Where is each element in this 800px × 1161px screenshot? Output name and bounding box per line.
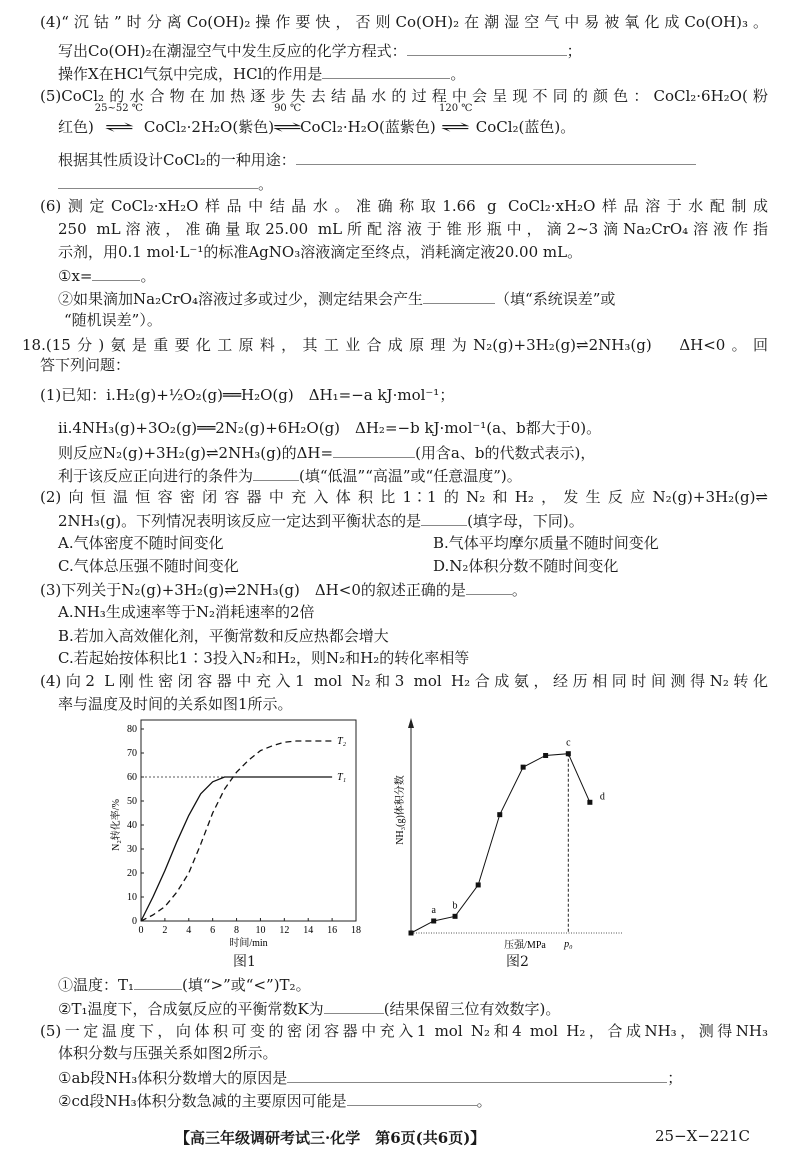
q17-part5-line4 [58, 172, 273, 194]
q17-part4-line2 [58, 39, 582, 61]
q18-part4-line2: 率与温度及时间的关系如图1所示。 [58, 695, 293, 713]
answer-blank[interactable] [407, 39, 567, 56]
option-d: D.N₂体积分数不随时间变化 [433, 557, 619, 575]
q17-part6-q1 [58, 264, 156, 286]
q18-part1-line4 [58, 464, 522, 486]
text: 。 [476, 1092, 492, 1110]
point-label: d [599, 791, 605, 803]
text: (结果保留三位有效数字)。 [383, 1000, 561, 1018]
text: (用含a、b的代数式表示)， [415, 444, 596, 462]
text: 操作X在HCl气氛中完成，HCl的作用是 [58, 65, 323, 83]
text: ②cd段NH₃体积分数急减的主要原因可能是 [58, 1092, 347, 1110]
option-a: A.NH₃生成速率等于N₂消耗速率的2倍 [58, 603, 315, 621]
answer-blank[interactable] [134, 973, 182, 990]
q17-part4-line3 [58, 62, 465, 84]
text: (3)下列关于N₂(g)+3H₂(g)⇌2NH₃(g) ΔH<0的叙述正确的是 [40, 581, 466, 599]
answer-blank[interactable] [92, 264, 140, 281]
answer-blank[interactable] [324, 997, 384, 1014]
text: 。 [140, 267, 156, 285]
q18-part5-q1 [58, 1066, 682, 1088]
data-point [521, 765, 526, 770]
series-T₂ [141, 741, 332, 921]
text: CoCl₂·H₂O(蓝紫色) [300, 118, 436, 136]
figure-1-caption: 图1 [233, 954, 256, 970]
q17-part6-q2 [58, 287, 615, 309]
figure-2-chart [393, 718, 623, 951]
text: 。 [258, 175, 274, 193]
option-c: C.气体总压强不随时间变化 [58, 557, 239, 575]
answer-blank[interactable] [421, 509, 467, 526]
q17-part6-line1: (6)测定CoCl₂·xH₂O样品中结晶水。准确称取1.66 g CoCl₂·xH₂O样品溶于水配制成 [40, 197, 768, 215]
y-axis-label: N₂转化率/% [111, 799, 122, 851]
answer-blank[interactable] [58, 172, 258, 189]
x-tick-label: 0 [138, 925, 144, 936]
q18-part5-q2 [58, 1089, 492, 1111]
option-b: B.气体平均摩尔质量不随时间变化 [433, 534, 659, 552]
data-point [497, 812, 502, 817]
y-tick-label: 10 [127, 892, 137, 903]
q17-part6-line2: 250 mL溶液，准确量取25.00 mL所配溶液于锥形瓶中，滴2~3滴Na₂CrO₄溶液作指 [58, 220, 768, 238]
text: (填“低温”“高温”或“任意温度”)。 [299, 467, 522, 485]
data-point [453, 914, 458, 919]
x-tick-label: 2 [162, 925, 168, 936]
x-axis-label: 压强/MPa [504, 940, 546, 951]
footer-title: 【高三年级调研考试三·化学 第6页(共6页)】 [175, 1129, 486, 1147]
point-label: b [452, 900, 458, 912]
data-point [476, 882, 481, 887]
arrow-icon: ⇌ [103, 118, 134, 136]
answer-blank[interactable] [287, 1066, 667, 1083]
y-axis-arrow-icon [408, 718, 414, 728]
x-tick-label: 6 [210, 925, 216, 936]
q17-part5-line1: (5)CoCl₂的水合物在加热逐步失去结晶水的过程中会呈现不同的颜色：CoCl₂·6H₂O(粉 [40, 87, 768, 105]
x-tick-label: 8 [234, 925, 240, 936]
text: 2NH₃(g)。下列情况表明该反应一定达到平衡状态的是 [58, 512, 422, 530]
text: 。 [511, 581, 527, 599]
q18-part1-line3 [58, 441, 595, 463]
text: 则反应N₂(g)+3H₂(g)⇌2NH₃(g)的ΔH= [58, 444, 334, 462]
q18-part5-line1: (5)一定温度下，向体积可变的密闭容器中充入1 mol N₂和4 mol H₂，合成NH₃，测得NH₃ [40, 1022, 768, 1040]
point-label: a [431, 904, 436, 916]
q18-stem-line1: 18.(15分)氨是重要化工原料，其工业合成原理为N₂(g)+3H₂(g)⇌2NH₃(g) ΔH<0。回 [22, 336, 768, 354]
q18-part5-line2: 体积分数与压强关系如图2所示。 [58, 1044, 278, 1062]
y-tick-label: 20 [127, 868, 137, 879]
y-tick-label: 50 [127, 796, 137, 807]
x-tick-label: 12 [279, 925, 290, 936]
answer-blank[interactable] [347, 1089, 477, 1106]
figures [100, 710, 720, 980]
series-line [411, 754, 590, 933]
answer-blank[interactable] [253, 464, 299, 481]
arrow-label: 120 ℃ [439, 103, 473, 114]
arrow-label: 90 ℃ [274, 103, 302, 114]
q18-part4-line1: (4)向2 L刚性密闭容器中充入1 mol N₂和3 mol H₂合成氨，经历相同时间测得N₂转化 [40, 672, 768, 690]
x-tick-label: 10 [255, 925, 266, 936]
q17-part5-line3 [58, 148, 696, 170]
text: (填“>”或“<”)T₂。 [182, 976, 311, 994]
option-b: B.若加入高效催化剂，平衡常数和反应热都会增大 [58, 627, 389, 645]
text: （填“系统误差”或 [495, 290, 616, 308]
arrow-icon: ⇌ [440, 118, 471, 136]
data-point [587, 800, 592, 805]
arrow-icon: ⇌ [271, 118, 303, 136]
reversible-arrow [271, 103, 303, 138]
y-tick-label: 40 [127, 820, 137, 831]
figure-1-chart [109, 720, 361, 949]
q17-part6-line3: 示剂，用0.1 mol·L⁻¹的标准AgNO₃溶液滴定至终点，消耗滴定液20.00 mL。 [58, 243, 583, 261]
x-tick-label: 4 [186, 925, 192, 936]
text: CoCl₂(蓝色)。 [475, 118, 576, 136]
series-T₁ [141, 777, 332, 921]
data-point [566, 751, 571, 756]
series-label: T₁ [337, 772, 347, 783]
answer-blank[interactable] [423, 287, 495, 304]
footer-code: 25−X−221C [655, 1127, 751, 1145]
q18-stem-line2: 答下列问题： [40, 356, 131, 374]
text: 红色) [58, 118, 94, 136]
x-marker-label: p₀ [564, 939, 573, 950]
text: ②T₁温度下，合成氨反应的平衡常数K为 [58, 1000, 324, 1018]
answer-blank[interactable] [466, 578, 512, 595]
option-c: C.若起始按体积比1∶3投入N₂和H₂，则N₂和H₂的转化率相等 [58, 649, 470, 667]
x-tick-label: 16 [327, 925, 338, 936]
q17-part6-q2-line2: “随机误差”）。 [64, 311, 162, 329]
figure-2-caption: 图2 [506, 954, 529, 970]
y-tick-label: 70 [127, 748, 137, 759]
text: (填字母，下同)。 [467, 512, 584, 530]
text: ； [667, 1069, 683, 1087]
text: 写出Co(OH)₂在潮湿空气中发生反应的化学方程式： [58, 42, 407, 60]
answer-blank[interactable] [333, 441, 415, 458]
text: ①x= [58, 267, 93, 285]
q18-part4-q2 [58, 997, 560, 1019]
text: ①ab段NH₃体积分数增大的原因是 [58, 1069, 288, 1087]
q17-part4-line1: (4)“沉钴”时分离Co(OH)₂操作要快，否则Co(OH)₂在潮湿空气中易被氧化成Co(OH)₃。 [40, 13, 768, 31]
option-a: A.气体密度不随时间变化 [58, 534, 224, 552]
q18-part2-line2 [58, 509, 584, 531]
answer-blank[interactable] [322, 62, 450, 79]
x-tick-label: 14 [303, 925, 314, 936]
text: 利于该反应正向进行的条件为 [58, 467, 254, 485]
data-point [431, 918, 436, 923]
q18-part2-line1: (2)向恒温恒容密闭容器中充入体积比1∶1的N₂和H₂，发生反应N₂(g)+3H₂(g)⇌ [40, 488, 768, 506]
text: 根据其性质设计CoCl₂的一种用途： [58, 151, 296, 169]
q18-part1-line2: ⅱ.4NH₃(g)+3O₂(g)══2N₂(g)+6H₂O(g) ΔH₂=−b kJ·mol⁻¹(a、b都大于0)。 [58, 419, 602, 437]
q18-part1-line1: (1)已知：ⅰ.H₂(g)+½O₂(g)══H₂O(g) ΔH₁=−a kJ·mol⁻¹； [40, 386, 455, 404]
data-point [409, 931, 414, 936]
y-axis-label: NH₃(g)体积分数 [395, 775, 406, 845]
reversible-arrow [94, 103, 144, 138]
text: ； [566, 42, 582, 60]
data-point [543, 753, 548, 758]
arrow-label: 25~52 ℃ [94, 103, 143, 114]
answer-blank[interactable] [296, 148, 696, 165]
y-tick-label: 60 [127, 772, 137, 783]
y-tick-label: 80 [127, 724, 137, 735]
y-tick-label: 30 [127, 844, 137, 855]
text: ②如果滴加Na₂CrO₄溶液过多或过少，测定结果会产生 [58, 290, 424, 308]
q18-part3-line1 [40, 578, 527, 600]
text: CoCl₂·2H₂O(紫色) [143, 118, 275, 136]
y-tick-label: 0 [132, 916, 137, 927]
q18-part4-q1 [58, 973, 311, 995]
plot-frame [141, 720, 356, 921]
point-label: c [566, 737, 571, 749]
text: 。 [450, 65, 466, 83]
reversible-arrow [436, 103, 476, 138]
x-tick-label: 18 [351, 925, 361, 936]
x-axis-label: 时间/min [229, 938, 268, 949]
q17-part5-line2 [58, 103, 576, 138]
series-label: T₂ [337, 736, 347, 747]
text: ①温度：T₁ [58, 976, 135, 994]
